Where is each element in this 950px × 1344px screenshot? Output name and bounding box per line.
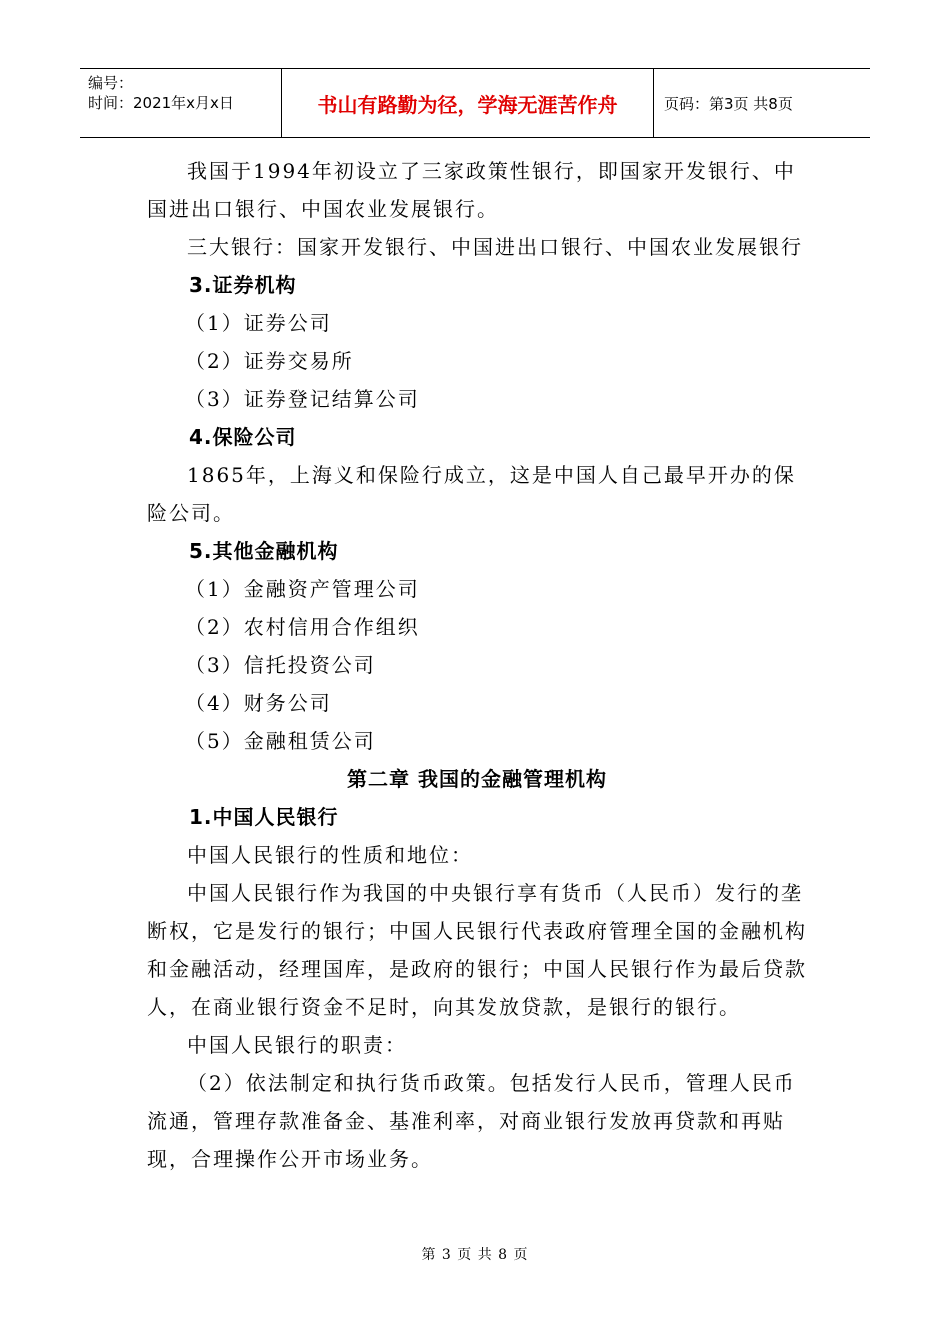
list-item: （2）证券交易所 bbox=[185, 349, 354, 373]
header-page-info: 页码：第3页 共8页 bbox=[664, 94, 793, 113]
document-body bbox=[147, 152, 807, 1178]
list-item: （1）证券公司 bbox=[185, 311, 332, 335]
paragraph-policy-banks: 我国于1994年初设立了三家政策性银行，即国家开发银行、中国进出口银行、中国农业发展银行。 bbox=[147, 159, 796, 221]
list-item: （3）证券登记结算公司 bbox=[185, 387, 420, 411]
paragraph-three-banks: 三大银行：国家开发银行、中国进出口银行、中国农业发展银行 bbox=[187, 235, 803, 259]
chapter-title: 第二章 我国的金融管理机构 bbox=[347, 767, 607, 791]
page-header bbox=[80, 68, 870, 138]
paragraph-insurance: 1865年，上海义和保险行成立，这是中国人自己最早开办的保险公司。 bbox=[147, 463, 796, 525]
list-item: （3）信托投资公司 bbox=[185, 653, 376, 677]
number-label: 编号： bbox=[88, 74, 134, 92]
page-footer: 第 3 页 共 8 页 bbox=[421, 1247, 529, 1263]
list-item: （5）金融租赁公司 bbox=[185, 729, 376, 753]
paragraph-pboc-role: 中国人民银行作为我国的中央银行享有货币（人民币）发行的垄断权，它是发行的银行；中国人民银行代表政府管理全国的金融机构和金融活动，经理国库，是政府的银行；中国人民银行作为最后贷款人，在商业银行资金不足时，向其发放贷款，是银行的银行。 bbox=[147, 881, 807, 1019]
list-item: （4）财务公司 bbox=[185, 691, 332, 715]
heading-pboc: 1.中国人民银行 bbox=[189, 805, 339, 829]
paragraph-pboc-duties: 中国人民银行的职责： bbox=[187, 1033, 407, 1057]
time-label: 时间：2021年x月x日 bbox=[88, 94, 234, 112]
list-item: （1）金融资产管理公司 bbox=[185, 577, 420, 601]
header-motto: 书山有路勤为径，学海无涯苦作舟 bbox=[282, 69, 654, 137]
heading-securities: 3.证券机构 bbox=[189, 273, 297, 297]
paragraph-pboc-nature: 中国人民银行的性质和地位： bbox=[187, 843, 473, 867]
list-item: （2）农村信用合作组织 bbox=[185, 615, 420, 639]
paragraph-monetary-policy: （2）依法制定和执行货币政策。包括发行人民币，管理人民币流通，管理存款准备金、基准利率，对商业银行发放再贷款和再贴现，合理操作公开市场业务。 bbox=[147, 1071, 796, 1171]
heading-insurance: 4.保险公司 bbox=[189, 425, 297, 449]
header-meta bbox=[80, 69, 282, 137]
heading-other-institutions: 5.其他金融机构 bbox=[189, 539, 339, 563]
